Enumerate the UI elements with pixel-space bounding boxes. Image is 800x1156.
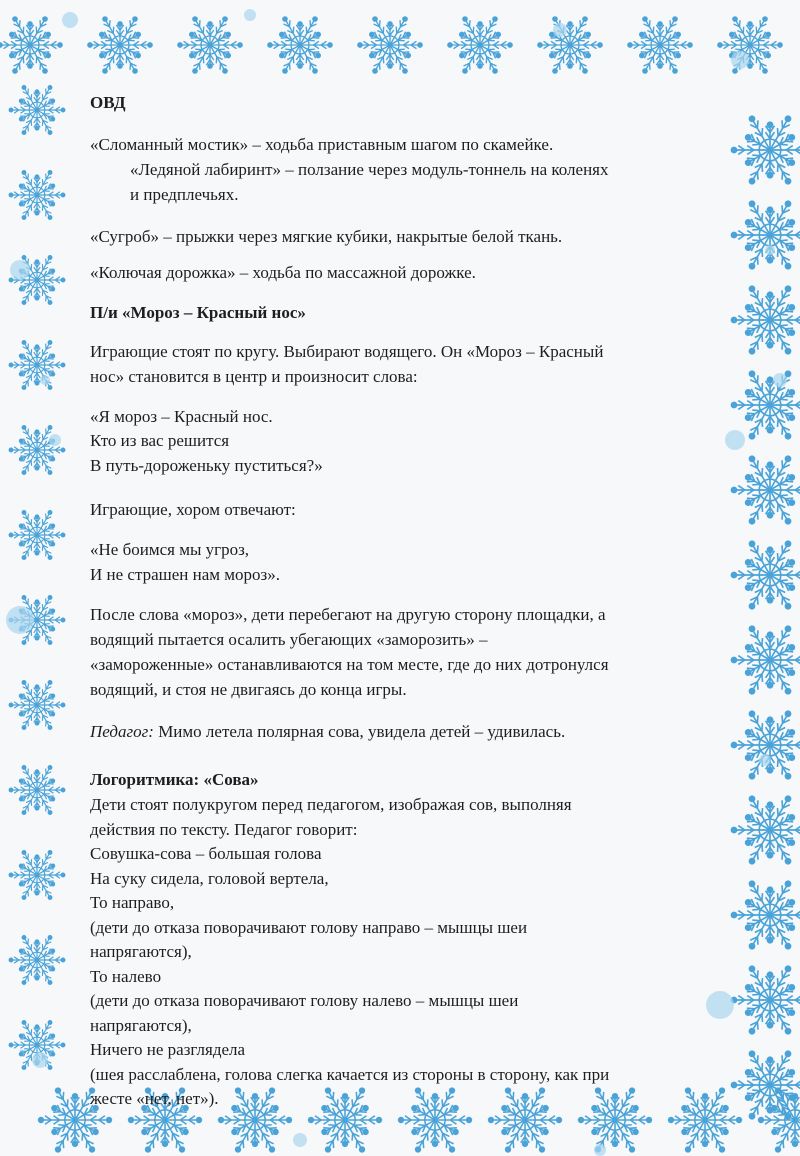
logo-line: (дети до отказа поворачивают голову направо – мышцы шеи xyxy=(90,917,528,937)
logo-line: Дети стоят полукругом перед педагогом, изображая сов, выполняя xyxy=(90,795,572,814)
logo-line: На суку сидела, головой вертела, xyxy=(90,868,329,888)
snow-dot-icon xyxy=(765,245,775,255)
snow-dot-icon xyxy=(293,1133,307,1147)
logo-line: действия по тексту. Педагог говорит: xyxy=(90,819,358,839)
verse-line: «Я мороз – Красный нос. xyxy=(90,407,273,426)
rules-line: водящий, и стоя не двигаясь до конца игры. xyxy=(90,680,407,699)
snow-dot-icon xyxy=(62,12,78,28)
snowflake-icon xyxy=(268,17,332,73)
snowflake-icon xyxy=(178,17,242,73)
snowflake-icon xyxy=(9,681,65,730)
teacher-label: Педагог: xyxy=(90,722,154,741)
snowflake-icon xyxy=(88,17,152,73)
snowflake-icon xyxy=(731,286,800,353)
snowflake-icon xyxy=(731,201,800,268)
snowflake-icon xyxy=(448,17,512,73)
logo-line: То направо, xyxy=(90,893,175,912)
snowflake-icon xyxy=(731,1051,800,1118)
ovd-item: «Колючая дорожка» – ходьба по массажной дорожке. xyxy=(90,263,476,282)
ovd-item: «Сугроб» – прыжки через мягкие кубики, накрытые белой ткань. xyxy=(90,227,563,246)
snowflake-icon xyxy=(399,1088,472,1152)
teacher-line xyxy=(90,719,565,744)
snow-dot-icon xyxy=(6,606,34,634)
snowflake-icon xyxy=(9,936,65,985)
snowflake-icon xyxy=(628,17,692,73)
snowflake-icon xyxy=(9,171,65,220)
snowflake-icon xyxy=(309,1088,382,1152)
snowflake-icon xyxy=(9,511,65,560)
ovd-item: «Ледяной лабиринт» – ползание через модуль-тоннель на коленях xyxy=(130,160,609,179)
game-intro: нос» становится в центр и произносит слова: xyxy=(90,367,418,386)
snowflake-icon xyxy=(489,1088,562,1152)
snowflake-icon xyxy=(669,1088,742,1152)
rules-line: водящий пытается осалить убегающих «заморозить» – xyxy=(90,630,488,649)
snowflake-icon xyxy=(358,17,422,73)
snowflake-icon xyxy=(731,796,800,863)
rules-line: «замороженные» останавливаются на том месте, где до них дотронулся xyxy=(90,655,609,674)
snow-dot-icon xyxy=(594,1144,606,1156)
snowflake-icon xyxy=(731,881,800,948)
snow-dot-icon xyxy=(10,260,30,280)
snow-dot-icon xyxy=(773,373,787,387)
snowflake-icon xyxy=(9,341,65,390)
logo-heading: Логоритмика: «Сова» xyxy=(90,770,259,789)
snow-dot-icon xyxy=(49,434,61,446)
verse-line: Кто из вас решится xyxy=(90,431,230,450)
game-intro: Играющие стоят по кругу. Выбирают водящего. Он «Мороз – Красный xyxy=(90,342,604,361)
snowflake-icon xyxy=(538,17,602,73)
logo-line: напрягаются), xyxy=(90,942,192,961)
snowflake-icon xyxy=(731,456,800,523)
snowflake-icon xyxy=(0,17,62,73)
game-heading: П/и «Мороз – Красный нос» xyxy=(90,303,306,322)
verse-line: И не страшен нам мороз». xyxy=(90,565,281,584)
snowflake-icon xyxy=(731,371,800,438)
snow-dot-icon xyxy=(731,51,749,69)
logo-line: Совушка-сова – большая голова xyxy=(90,844,322,863)
snowflake-icon xyxy=(9,86,65,135)
snow-dot-icon xyxy=(32,1052,48,1068)
snow-dot-icon xyxy=(40,375,50,385)
snowflake-icon xyxy=(219,1088,292,1152)
logo-line: (шея расслаблена, голова слегка качается из стороны в сторону, как при xyxy=(90,1064,610,1084)
logo-line: напрягаются), xyxy=(90,1015,192,1035)
logo-line: (дети до отказа поворачивают голову налево – мышцы шеи xyxy=(90,991,519,1010)
ovd-item: и предплечьях. xyxy=(130,185,239,204)
snow-dot-icon xyxy=(553,23,567,37)
rules-line: После слова «мороз», дети перебегают на другую сторону площадки, а xyxy=(90,605,606,624)
snowflake-icon xyxy=(731,966,800,1033)
logo-line: Ничего не разглядела xyxy=(90,1040,246,1059)
verse-line: «Не боимся мы угроз, xyxy=(90,540,250,559)
snow-dot-icon xyxy=(725,430,745,450)
snow-dot-icon xyxy=(706,991,734,1019)
snowflake-icon xyxy=(718,17,782,73)
teacher-text: Мимо летела полярная сова, увидела детей – удивилась. xyxy=(153,722,566,741)
snowflake-icon xyxy=(731,116,800,183)
ovd-item: «Сломанный мостик» – ходьба приставным шагом по скамейке. xyxy=(90,135,554,154)
snowflake-icon xyxy=(731,541,800,608)
snowflake-icon xyxy=(9,766,65,815)
players-answer: Играющие, хором отвечают: xyxy=(90,500,296,519)
snowflake-icon xyxy=(9,426,65,475)
logo-line: То налево xyxy=(90,966,162,986)
ovd-heading: ОВД xyxy=(90,93,126,112)
snow-dot-icon xyxy=(759,754,771,766)
snowflake-icon xyxy=(731,711,800,778)
snow-dot-icon xyxy=(244,9,256,21)
snowflake-icon xyxy=(579,1088,652,1152)
snowflake-icon xyxy=(9,851,65,900)
verse-line: В путь-дороженьку пуститься?» xyxy=(90,456,323,475)
snowflake-icon xyxy=(731,626,800,693)
logo-line: жесте «нет, нет»). xyxy=(90,1089,219,1108)
